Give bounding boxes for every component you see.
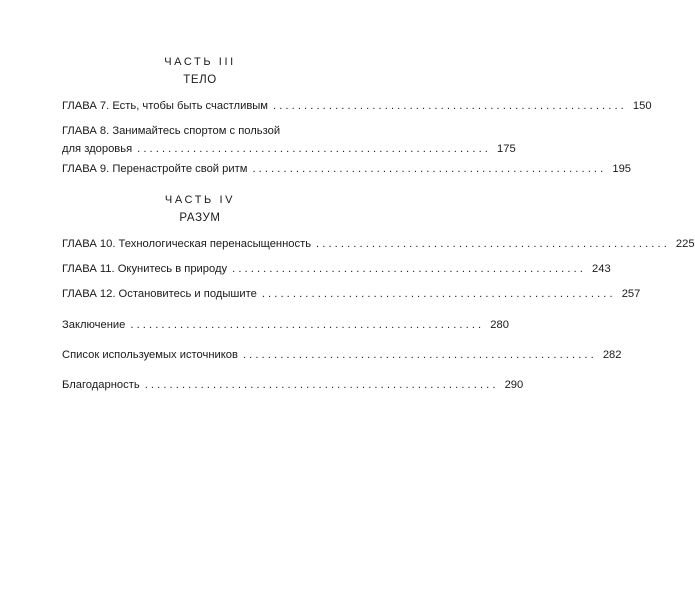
- dot-leader: .........................................................: [252, 163, 607, 175]
- toc-entry-title: Благодарность: [62, 379, 140, 391]
- toc-page-number: 290: [504, 379, 524, 391]
- toc-entry-title: ГЛАВА 9. Перенастройте свой ритм: [62, 163, 248, 175]
- toc-entry-title: ГЛАВА 7. Есть, чтобы быть счастливым: [62, 100, 268, 112]
- toc-page-number: 280: [490, 319, 509, 331]
- part-3-title: ТЕЛО: [183, 74, 217, 86]
- part-4-title: РАЗУМ: [179, 212, 221, 224]
- toc-entry-chapter-10[interactable]: [62, 235, 695, 253]
- toc-page-number: 195: [612, 163, 632, 175]
- dot-leader: .........................................................: [316, 238, 670, 250]
- dot-leader: .........................................................: [232, 263, 586, 275]
- toc-entry-acknowledgements[interactable]: [62, 376, 524, 394]
- toc-entry-title: ГЛАВА 8. Занимайтесь спортом с пользой: [62, 125, 281, 137]
- toc-entry-title: Список используемых источников: [62, 349, 238, 361]
- toc-entry-title: ГЛАВА 11. Окунитесь в природу: [62, 263, 228, 275]
- part-4-heading: ЧАСТЬ IV: [164, 194, 236, 206]
- toc-page-number: 175: [497, 143, 516, 155]
- toc-entry-title: Заключение: [62, 319, 126, 331]
- dot-leader: .........................................................: [130, 319, 485, 331]
- toc-entry-chapter-8[interactable]: [62, 122, 516, 158]
- toc-entry-chapter-12[interactable]: [62, 285, 641, 303]
- toc-page-number: 150: [632, 100, 652, 112]
- toc-entry-title: ГЛАВА 12. Остановитесь и подышите: [62, 288, 257, 300]
- toc-entry-chapter-7[interactable]: [62, 97, 652, 115]
- toc-entry-references[interactable]: [62, 346, 622, 364]
- toc-entry-conclusion[interactable]: [62, 316, 509, 334]
- toc-page-number: 225: [675, 238, 695, 250]
- toc-entry-title: ГЛАВА 10. Технологическая перенасыщенность: [62, 238, 312, 250]
- part-3-heading: ЧАСТЬ III: [164, 56, 236, 68]
- dot-leader: .........................................................: [273, 100, 627, 112]
- toc-entry-chapter-9[interactable]: [62, 160, 632, 178]
- toc-page-number: 257: [621, 288, 641, 300]
- dot-leader: .........................................................: [144, 379, 499, 391]
- toc-page-number: 243: [592, 263, 611, 275]
- dot-leader: .........................................................: [261, 288, 616, 300]
- dot-leader: .........................................................: [242, 349, 597, 361]
- toc-page-number: 282: [602, 349, 622, 361]
- dot-leader: .........................................................: [137, 143, 492, 155]
- toc-entry-chapter-11[interactable]: [62, 260, 611, 278]
- toc-entry-title-continued: для здоровья: [62, 143, 133, 155]
